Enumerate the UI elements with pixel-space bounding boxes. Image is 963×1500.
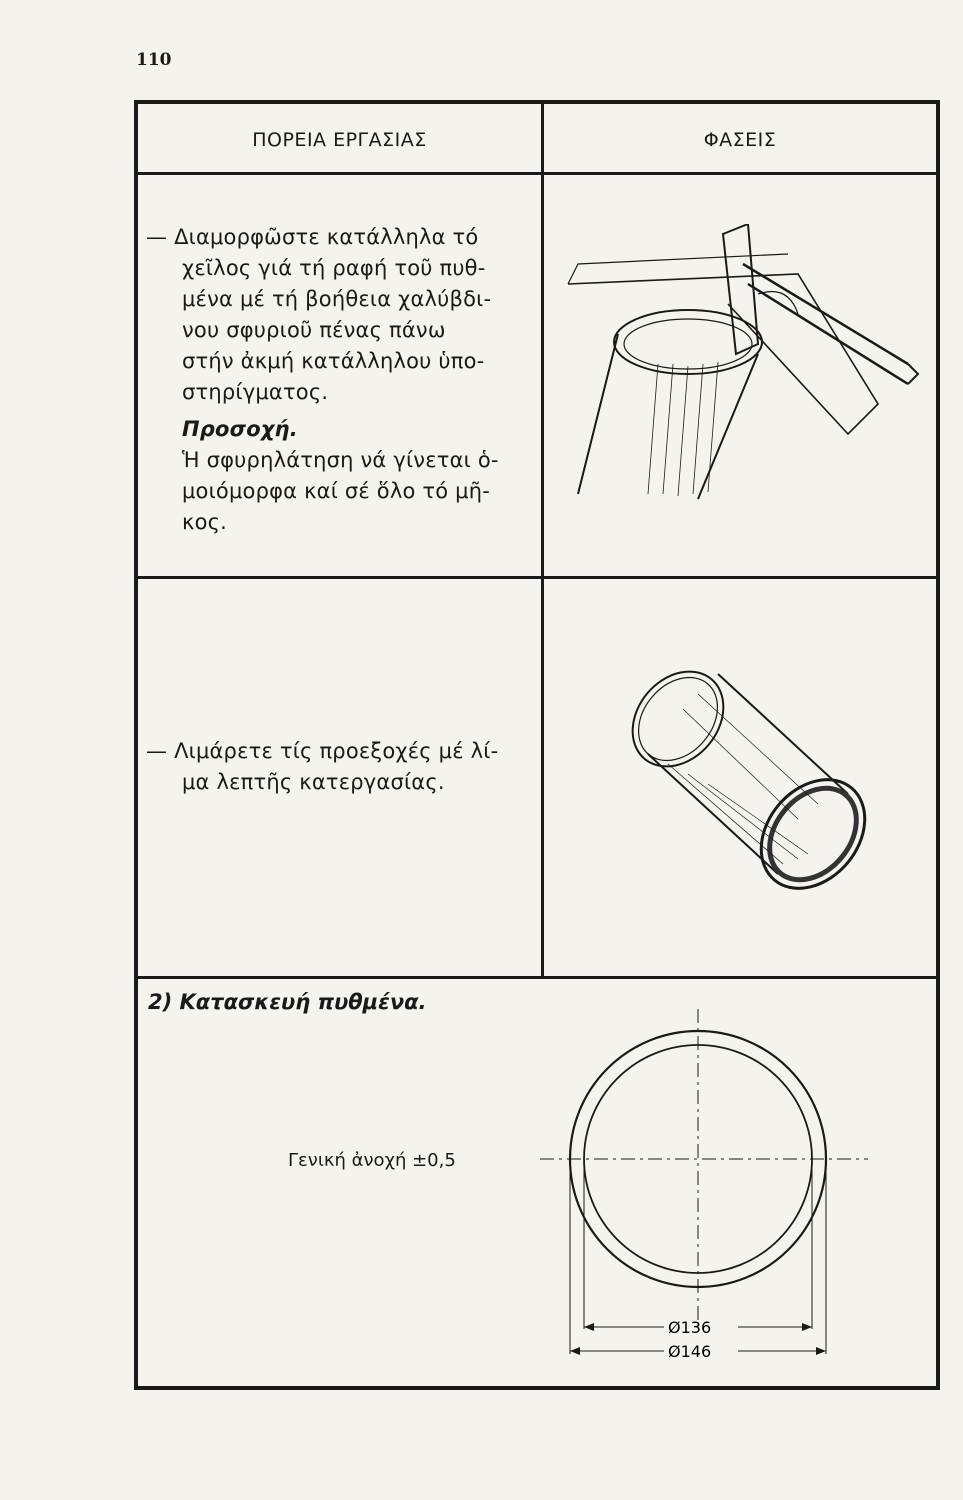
text-line: μα λεπτῆς κατεργασίας. <box>182 770 445 794</box>
dim-outer-label: Ø146 <box>668 1342 712 1361</box>
text-line: στήν ἀκμή κατάλληλου ὑπο- <box>182 349 485 373</box>
text-line: μένα μέ τή βοήθεια χαλύβδι- <box>182 287 492 311</box>
header-phases: ΦΑΣΕΙΣ <box>703 128 777 151</box>
section-title: 2) Κατασκευή πυθμένα. <box>148 990 427 1014</box>
header-procedure: ΠΟΡΕΙΑ ΕΡΓΑΣΙΑΣ <box>252 128 427 151</box>
text-line: μοιόμορφα καί σέ ὅλο τό μῆ- <box>182 479 491 503</box>
procedure-table <box>134 100 940 1390</box>
row2-instructions <box>146 736 536 798</box>
row-divider-2 <box>138 976 936 979</box>
text-line: — Διαμορφῶστε κατάλληλα τό <box>146 225 479 249</box>
row-divider-1 <box>138 576 936 579</box>
text-line: Ἡ σφυρηλάτηση νά γίνεται ὁ- <box>182 448 499 472</box>
hammering-illustration <box>548 224 928 524</box>
cylinder-illustration <box>608 654 878 894</box>
text-line: — Λιμάρετε τίς προεξοχές μέ λί- <box>146 739 499 763</box>
text-line: χεῖλος γιά τή ραφή τοῦ πυθ- <box>182 256 486 280</box>
page-number: 110 <box>136 50 172 70</box>
row1-instructions <box>146 222 536 538</box>
bottom-disc-drawing <box>538 999 938 1389</box>
dim-inner-label: Ø136 <box>668 1318 712 1337</box>
text-line: στηρίγματος. <box>182 380 329 404</box>
text-line: κος. <box>182 510 228 534</box>
caution-title: Προσοχή. <box>182 417 298 441</box>
tolerance-note: Γενική ἀνοχή ±0,5 <box>288 1150 456 1171</box>
text-line: νου σφυριοῦ πένας πάνω <box>182 318 446 342</box>
column-divider <box>541 104 544 978</box>
